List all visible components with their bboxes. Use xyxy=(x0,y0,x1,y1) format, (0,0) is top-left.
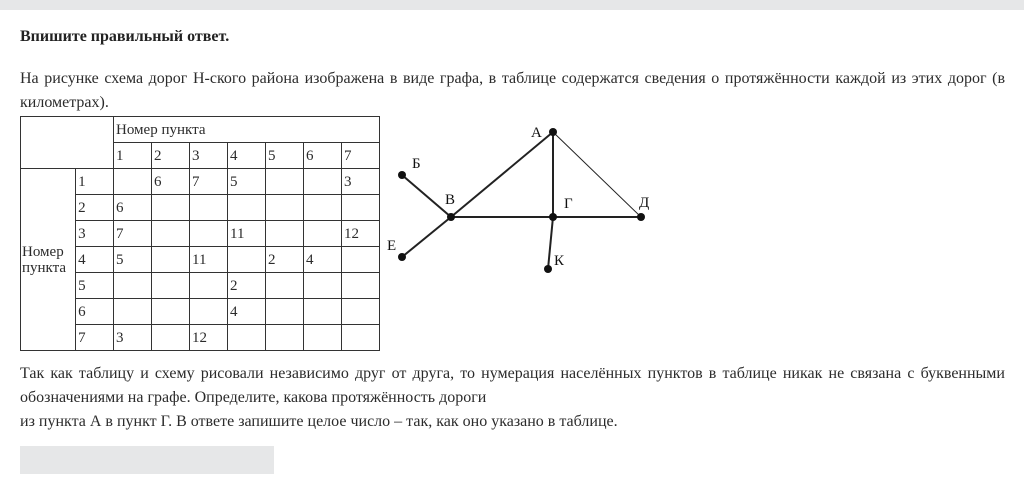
table-cell xyxy=(266,195,304,221)
table-cell: 12 xyxy=(342,221,380,247)
node-label-k: К xyxy=(554,253,565,269)
edge-a-v xyxy=(451,132,553,217)
row-number: 2 xyxy=(76,195,114,221)
table-cell xyxy=(228,247,266,273)
node-a xyxy=(549,128,557,136)
row-number: 4 xyxy=(76,247,114,273)
table-cell xyxy=(152,247,190,273)
table-cell: 4 xyxy=(304,247,342,273)
column-header: Номер пункта xyxy=(114,117,380,143)
table-cell xyxy=(152,195,190,221)
node-label-e: Е xyxy=(387,238,397,254)
table-cell xyxy=(304,221,342,247)
column-number: 7 xyxy=(342,143,380,169)
node-k xyxy=(544,265,552,273)
column-number: 1 xyxy=(114,143,152,169)
table-cell xyxy=(266,299,304,325)
column-number: 2 xyxy=(152,143,190,169)
table-cell xyxy=(342,273,380,299)
table-cell: 2 xyxy=(266,247,304,273)
task-instruction: Впишите правильный ответ. xyxy=(20,28,230,45)
distance-table xyxy=(20,116,380,351)
table-cell xyxy=(342,325,380,351)
column-number: 3 xyxy=(190,143,228,169)
table-cell xyxy=(190,273,228,299)
graph-nodes xyxy=(398,128,645,273)
table-cell xyxy=(266,325,304,351)
row-number: 6 xyxy=(76,299,114,325)
table-cell: 6 xyxy=(114,195,152,221)
table-cell xyxy=(152,299,190,325)
table-cell: 4 xyxy=(228,299,266,325)
table-cell xyxy=(304,273,342,299)
row-number: 3 xyxy=(76,221,114,247)
table-cell xyxy=(228,325,266,351)
table-cell xyxy=(152,325,190,351)
table-cell xyxy=(304,299,342,325)
table-cell xyxy=(152,221,190,247)
table-cell xyxy=(342,247,380,273)
table-cell xyxy=(152,273,190,299)
task-text-intro: На рисунке схема дорог Н-ского района изображена в виде графа, в таблице содержатся сведения о протяжённости каждой из этих дорог (в километрах). xyxy=(20,70,1005,111)
node-b xyxy=(398,171,406,179)
table-cell xyxy=(114,169,152,195)
node-e xyxy=(398,253,406,261)
node-label-a: А xyxy=(531,125,542,141)
row-number: 1 xyxy=(76,169,114,195)
row-number: 7 xyxy=(76,325,114,351)
column-number: 5 xyxy=(266,143,304,169)
table-cell xyxy=(342,299,380,325)
table-cell xyxy=(266,221,304,247)
edge-e-v xyxy=(402,217,451,257)
road-graph xyxy=(380,118,670,278)
table-cell xyxy=(190,299,228,325)
row-header-line1: Номер xyxy=(22,243,64,260)
table-cell: 7 xyxy=(190,169,228,195)
table-cell xyxy=(342,195,380,221)
top-bar xyxy=(0,0,1024,10)
task-text-question: Так как таблицу и схему рисовали независимо друг от друга, то нумерация населённых пунктов в таблице никак не связана с буквенными обозначениями на графе. Определите, какова протяжённость дороги xyxy=(20,365,1005,406)
table-cell: 7 xyxy=(114,221,152,247)
table-cell xyxy=(304,169,342,195)
node-d xyxy=(637,213,645,221)
row-number: 5 xyxy=(76,273,114,299)
edge-g-k xyxy=(548,217,553,269)
task-text-question-end: из пункта А в пункт Г. В ответе запишите целое число – так, как оно указано в таблице. xyxy=(20,413,618,430)
table-cell: 11 xyxy=(190,247,228,273)
table-cell xyxy=(190,221,228,247)
table-cell xyxy=(266,169,304,195)
node-label-b: Б xyxy=(412,156,421,172)
table-corner xyxy=(21,117,114,169)
table-cell xyxy=(304,195,342,221)
table-cell xyxy=(304,325,342,351)
table-cell: 3 xyxy=(342,169,380,195)
table-cell: 12 xyxy=(190,325,228,351)
column-number: 4 xyxy=(228,143,266,169)
table-cell: 3 xyxy=(114,325,152,351)
node-g xyxy=(549,213,557,221)
node-label-v: В xyxy=(445,192,456,208)
column-number: 6 xyxy=(304,143,342,169)
graph-edges xyxy=(402,132,641,269)
node-v xyxy=(447,213,455,221)
node-label-d: Д xyxy=(639,195,650,211)
table-cell: 5 xyxy=(228,169,266,195)
row-header-line2: пункта xyxy=(22,259,67,276)
edge-b-v xyxy=(402,175,451,217)
table-cell: 2 xyxy=(228,273,266,299)
table-cell xyxy=(114,273,152,299)
row-header xyxy=(21,169,76,351)
table-cell xyxy=(114,299,152,325)
table-cell: 5 xyxy=(114,247,152,273)
table-cell: 6 xyxy=(152,169,190,195)
table-cell xyxy=(228,195,266,221)
table-cell xyxy=(266,273,304,299)
node-label-g: Г xyxy=(564,196,573,212)
table-cell xyxy=(190,195,228,221)
answer-input[interactable] xyxy=(20,446,274,474)
table-cell: 11 xyxy=(228,221,266,247)
